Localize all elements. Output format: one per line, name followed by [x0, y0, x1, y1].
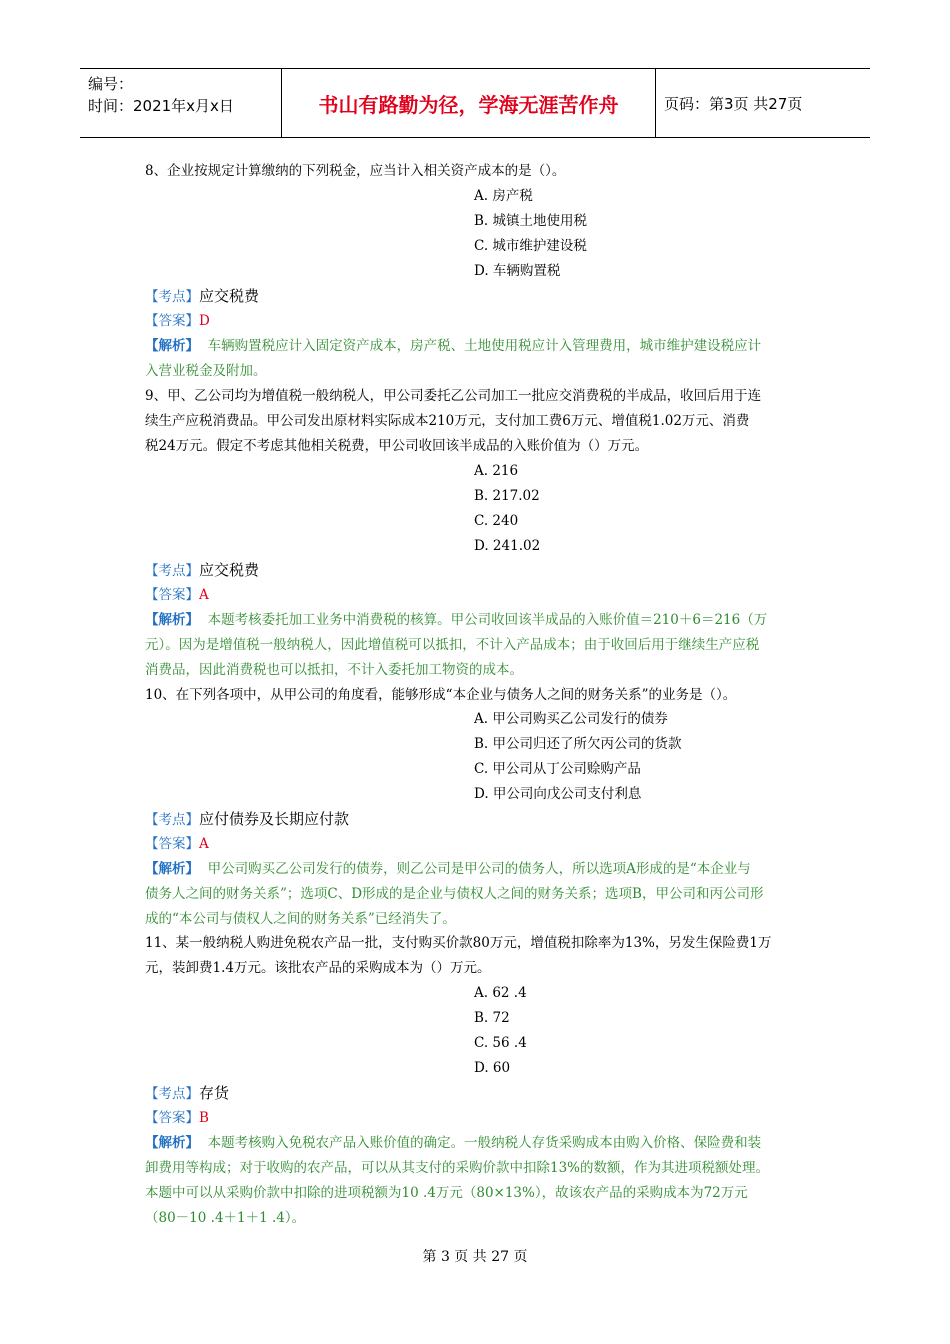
- answer-tag: 【答案】: [145, 313, 199, 329]
- option-a: A. 62 .4: [474, 985, 527, 1001]
- analysis-text: 本题中可以从采购价款中扣除的进项税额为10 .4万元（80×13%），故该农产品的采购成本为72万元: [145, 1185, 748, 1201]
- page-footer: 第 3 页 共 27 页: [422, 1249, 528, 1265]
- point-tag: 【考点】: [145, 289, 199, 305]
- option-d: D. 241.02: [474, 538, 541, 554]
- point-tag: 【考点】: [145, 1086, 199, 1102]
- answer-line: [145, 585, 209, 605]
- analysis-tag: 【解析】: [145, 338, 199, 354]
- analysis-line: [145, 1133, 761, 1153]
- analysis-tag: 【解析】: [145, 861, 199, 877]
- point-line: [145, 1083, 229, 1104]
- option-a: A. 房产税: [474, 188, 533, 204]
- answer-value: B: [199, 1110, 209, 1126]
- analysis-text: 卸费用等构成；对于收购的农产品，可以从其支付的采购价款中扣除13%的数额，作为其进项税额处理。: [145, 1160, 770, 1176]
- answer-tag: 【答案】: [145, 587, 199, 603]
- option-a: A. 216: [474, 463, 519, 479]
- point-tag: 【考点】: [145, 563, 199, 579]
- header-page-number: 页码：第3页 共27页: [664, 95, 803, 113]
- question-stem: 税24万元。假定不考虑其他相关税费，甲公司收回该半成品的入账价值为（）万元。: [145, 438, 649, 454]
- analysis-text: 消费品，因此消费税也可以抵扣，不计入委托加工物资的成本。: [145, 662, 523, 678]
- header-meta: [88, 73, 234, 117]
- time-label: 时间：2021年x月x日: [88, 97, 234, 115]
- header-motto: 书山有路勤为径，学海无涯苦作舟: [318, 93, 619, 117]
- answer-tag: 【答案】: [145, 836, 199, 852]
- analysis-text: 甲公司购买乙公司发行的债券，则乙公司是甲公司的债务人，所以选项A形成的是“本企业与: [207, 861, 751, 877]
- point-line: [145, 286, 259, 307]
- number-label: 编号：: [88, 75, 134, 93]
- option-b: B. 城镇土地使用税: [474, 213, 588, 229]
- option-b: B. 72: [474, 1010, 510, 1026]
- question-stem: 10、在下列各项中，从甲公司的角度看，能够形成“本企业与债务人之间的财务关系”的业务是（）。: [145, 687, 737, 703]
- analysis-text: 车辆购置税应计入固定资产成本，房产税、土地使用税应计入管理费用，城市维护建设税应计: [207, 338, 762, 354]
- analysis-line: [145, 610, 767, 630]
- question-stem: 续生产应税消费品。甲公司发出原材料实际成本210万元，支付加工费6万元、增值税1.02万元、消费: [145, 413, 750, 429]
- option-d: D. 甲公司向戊公司支付利息: [474, 786, 642, 802]
- header-divider: [655, 69, 656, 137]
- question-stem: 11、某一般纳税人购进免税农产品一批，支付购买价款80万元，增值税扣除率为13%，另发生保险费1万: [145, 935, 772, 951]
- question-stem: 元，装卸费1.4万元。该批农产品的采购成本为（）万元。: [145, 960, 491, 976]
- answer-line: [145, 1108, 209, 1128]
- analysis-text: （80－10 .4＋1＋1 .4）。: [145, 1210, 306, 1226]
- question-stem: 8、企业按规定计算缴纳的下列税金，应当计入相关资产成本的是（）。: [145, 163, 566, 179]
- option-c: C. 56 .4: [474, 1035, 527, 1051]
- point-tag: 【考点】: [145, 812, 199, 828]
- option-c: C. 甲公司从丁公司赊购产品: [474, 761, 641, 777]
- answer-value: D: [199, 313, 210, 329]
- point-value: 应交税费: [199, 561, 260, 579]
- option-d: D. 60: [474, 1060, 511, 1076]
- analysis-text: 债务人之间的财务关系”；选项C、D形成的是企业与债权人之间的财务关系；选项B，甲公司和丙公司形: [145, 886, 764, 902]
- point-line: [145, 809, 349, 830]
- answer-tag: 【答案】: [145, 1110, 199, 1126]
- option-c: C. 240: [474, 513, 519, 529]
- analysis-text: 本题考核委托加工业务中消费税的核算。甲公司收回该半成品的入账价值＝210＋6＝216（万: [207, 612, 768, 628]
- point-value: 应交税费: [199, 287, 260, 305]
- option-c: C. 城市维护建设税: [474, 238, 587, 254]
- point-value: 应付债券及长期应付款: [199, 810, 350, 828]
- answer-value: A: [199, 836, 209, 852]
- analysis-tag: 【解析】: [145, 612, 199, 628]
- analysis-line: [145, 336, 761, 356]
- page-header: [80, 68, 870, 138]
- answer-line: [145, 311, 210, 331]
- analysis-tag: 【解析】: [145, 1135, 199, 1151]
- answer-value: A: [199, 587, 209, 603]
- analysis-text: 成的“本公司与债权人之间的财务关系”已经消失了。: [145, 911, 456, 927]
- option-a: A. 甲公司购买乙公司发行的债券: [474, 711, 668, 727]
- point-line: [145, 560, 259, 581]
- analysis-text: 本题考核购入免税农产品入账价值的确定。一般纳税人存货采购成本由购入价格、保险费和装: [207, 1135, 762, 1151]
- option-b: B. 甲公司归还了所欠丙公司的货款: [474, 736, 682, 752]
- analysis-line: [145, 859, 751, 879]
- point-value: 存货: [199, 1084, 230, 1102]
- question-stem: 9、甲、乙公司均为增值税一般纳税人，甲公司委托乙公司加工一批应交消费税的半成品，收回后用于连: [145, 388, 762, 404]
- analysis-text: 元）。因为是增值税一般纳税人，因此增值税可以抵扣，不计入产品成本；由于收回后用于继续生产应税: [145, 637, 760, 653]
- answer-line: [145, 834, 209, 854]
- option-d: D. 车辆购置税: [474, 263, 561, 279]
- analysis-text: 入营业税金及附加。: [145, 363, 267, 379]
- option-b: B. 217.02: [474, 488, 540, 504]
